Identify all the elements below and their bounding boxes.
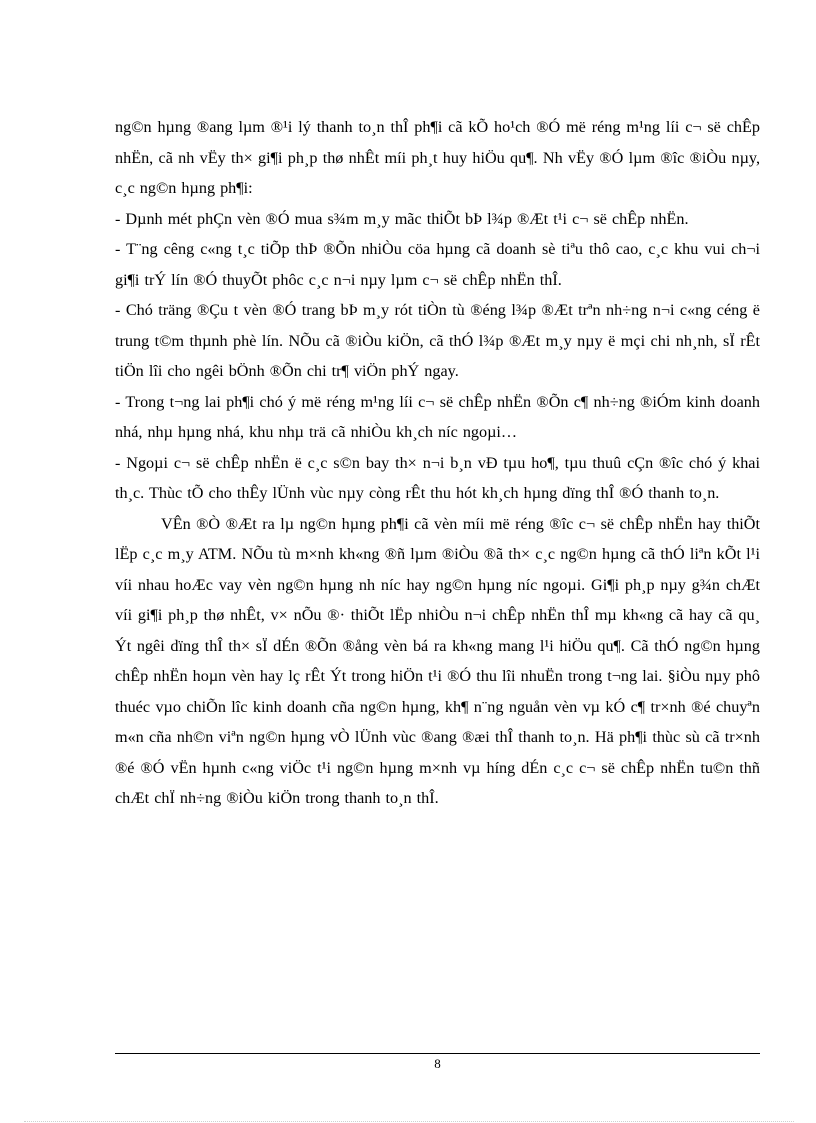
bullet-paragraph-2: - T¨ng cêng c«ng t¸c tiÕp thÞ ®Õn nhiÒu cöa hµng cã doanh sè tiªu thô cao, c¸c khu vui ch¬i gi¶i trÝ lín ®Ó thuyÕt phôc c¸c n¬i nµy lµm c¬ së chÊp nhËn thÎ. bbox=[115, 240, 760, 289]
page-edge bbox=[24, 1121, 794, 1122]
bullet-paragraph-5: - Ngoµi c¬ së chÊp nhËn ë c¸c s©n bay th× n¬i b¸n vÐ tµu ho¶, tµu thuû cÇn ®îc chó ý khai th¸c. Thùc tÕ cho thÊy lÜnh vùc nµy còng rÊt thu hót kh¸ch hµng dïng thÎ ®Ó thanh to¸n. bbox=[115, 453, 760, 502]
bullet-paragraph-4: - Trong t¬ng lai ph¶i chó ý më réng m¹ng líi c¬ së chÊp nhËn ®Õn c¶ nh÷ng ®iÓm kinh doanh nhá, nhµ hµng nhá, khu nhµ trä cã nhiÒu kh¸ch níc ngoµi… bbox=[115, 392, 760, 441]
document-body bbox=[115, 112, 760, 814]
paragraph-1: ng©n hµng ®ang lµm ®¹i lý thanh to¸n thÎ ph¶i cã kÕ ho¹ch ®Ó më réng m¹ng líi c¬ së chÊp nhËn, cã nh vËy th× gi¶i ph¸p thø nhÊt míi ph¸t huy hiÖu qu¶. Nh vËy ®Ó lµm ®îc ®iÒu nµy, c¸c ng©n hµng ph¶i: bbox=[115, 118, 760, 197]
footer-divider bbox=[115, 1053, 760, 1054]
page-number: 8 bbox=[434, 1056, 441, 1071]
bullet-paragraph-1: - Dµnh mét phÇn vèn ®Ó mua s¾m m¸y mãc thiÕt bÞ l¾p ®Æt t¹i c¬ së chÊp nhËn. bbox=[115, 209, 689, 228]
bullet-paragraph-3: - Chó träng ®Çu t vèn ®Ó trang bÞ m¸y rót tiÒn tù ®éng l¾p ®Æt trªn nh÷ng n¬i c«ng céng ë trung t©m thµnh phè lín. NÕu cã ®iÒu kiÖn, cã thÓ l¾p ®Æt m¸y nµy ë mçi chi nh¸nh, sÏ rÊt tiÖn lîi cho ngêi bÖnh ®Õn chi tr¶ viÖn phÝ ngay. bbox=[115, 301, 760, 380]
paragraph-2: VÊn ®Ò ®Æt ra lµ ng©n hµng ph¶i cã vèn míi më réng ®îc c¬ së chÊp nhËn hay thiÕt lËp c¸c m¸y ATM. NÕu tù m×nh kh«ng ®ñ lµm ®iÒu ®ã th× c¸c ng©n hµng cã thÓ liªn kÕt l¹i víi nhau hoÆc vay vèn ng©n hµng nh níc hay ng©n hµng níc ngoµi. Gi¶i ph¸p nµy g¾n chÆt víi gi¶i ph¸p thø nhÊt, v× nÕu ®· thiÕt lËp nhiÒu n¬i chÊp nhËn thÎ mµ kh«ng cã hay cã qu¸ Ýt ngêi dïng thÎ th× sÏ dÉn ®Õn ®ång vèn bá ra kh«ng mang l¹i hiÖu qu¶. Cã thÓ ng©n hµng chÊp nhËn hoµn vèn hay lç rÊt Ýt trong hiÖn t¹i ®Ó thu lîi nhuËn trong t¬ng lai. §iÒu nµy phô thuéc vµo chiÕn lîc kinh doanh cña ng©n hµng, kh¶ n¨ng nguån vèn vµ kÓ c¶ tr×nh ®é chuyªn m«n cña nh©n viªn ng©n hµng vÒ lÜnh vùc ®ang ®æi thÎ thanh to¸n. Hä ph¶i thùc sù cã tr×nh ®é ®Ó vËn hµnh c«ng viÖc t¹i ng©n hµng m×nh vµ híng dÉn c¸c c¬ së chÊp nhËn tu©n thñ chÆt chÏ nh÷ng ®iÒu kiÖn trong thanh to¸n thÎ. bbox=[115, 514, 760, 807]
